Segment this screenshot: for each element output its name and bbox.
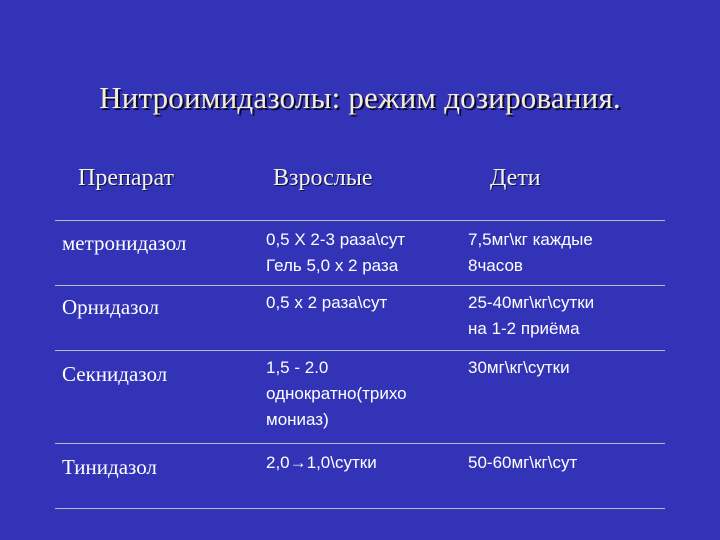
dose-line: 0,5 х 2 раза\сут bbox=[266, 293, 388, 312]
column-header-children: Дети bbox=[490, 165, 541, 191]
drug-name-secnidazole: Секнидазол bbox=[62, 362, 168, 386]
dose-line: на 1-2 приёма bbox=[468, 319, 580, 338]
dose-line: 2,0→1,0\сутки bbox=[266, 453, 377, 472]
table-rule bbox=[55, 508, 665, 509]
dose-line: мониаз) bbox=[266, 410, 329, 429]
table-rule bbox=[55, 285, 665, 286]
drug-name-ornidazole: Орнидазол bbox=[62, 295, 160, 319]
children-dose-ornidazole bbox=[468, 290, 594, 342]
dose-line: 30мг\кг\сутки bbox=[468, 358, 570, 377]
table-rule bbox=[55, 220, 665, 221]
children-dose-metronidazole bbox=[468, 227, 593, 279]
dose-line: 0,5 Х 2-3 раза\сут bbox=[266, 230, 406, 249]
dose-line: 7,5мг\кг каждые bbox=[468, 230, 593, 249]
children-dose-secnidazole bbox=[468, 355, 570, 381]
table-rule bbox=[55, 443, 665, 444]
column-header-adults: Взрослые bbox=[273, 165, 373, 191]
dose-line: 8часов bbox=[468, 256, 523, 275]
drug-name-tinidazole: Тинидазол bbox=[62, 455, 157, 479]
slide-title: Нитроимидазолы: режим дозирования. bbox=[99, 80, 621, 115]
dose-line: однократно(трихо bbox=[266, 384, 407, 403]
column-header-drug: Препарат bbox=[78, 165, 174, 191]
table-rule bbox=[55, 350, 665, 351]
adults-dose-ornidazole bbox=[266, 290, 387, 316]
dose-line: 50-60мг\кг\сут bbox=[468, 453, 578, 472]
adults-dose-secnidazole bbox=[266, 355, 407, 433]
drug-name-metronidazole: метронидазол bbox=[62, 231, 187, 255]
dose-line: 25-40мг\кг\сутки bbox=[468, 293, 595, 312]
dose-line: Гель 5,0 х 2 раза bbox=[266, 256, 399, 275]
adults-dose-metronidazole bbox=[266, 227, 405, 279]
adults-dose-tinidazole bbox=[266, 450, 377, 476]
children-dose-tinidazole bbox=[468, 450, 577, 476]
dose-line: 1,5 - 2.0 bbox=[266, 358, 329, 377]
